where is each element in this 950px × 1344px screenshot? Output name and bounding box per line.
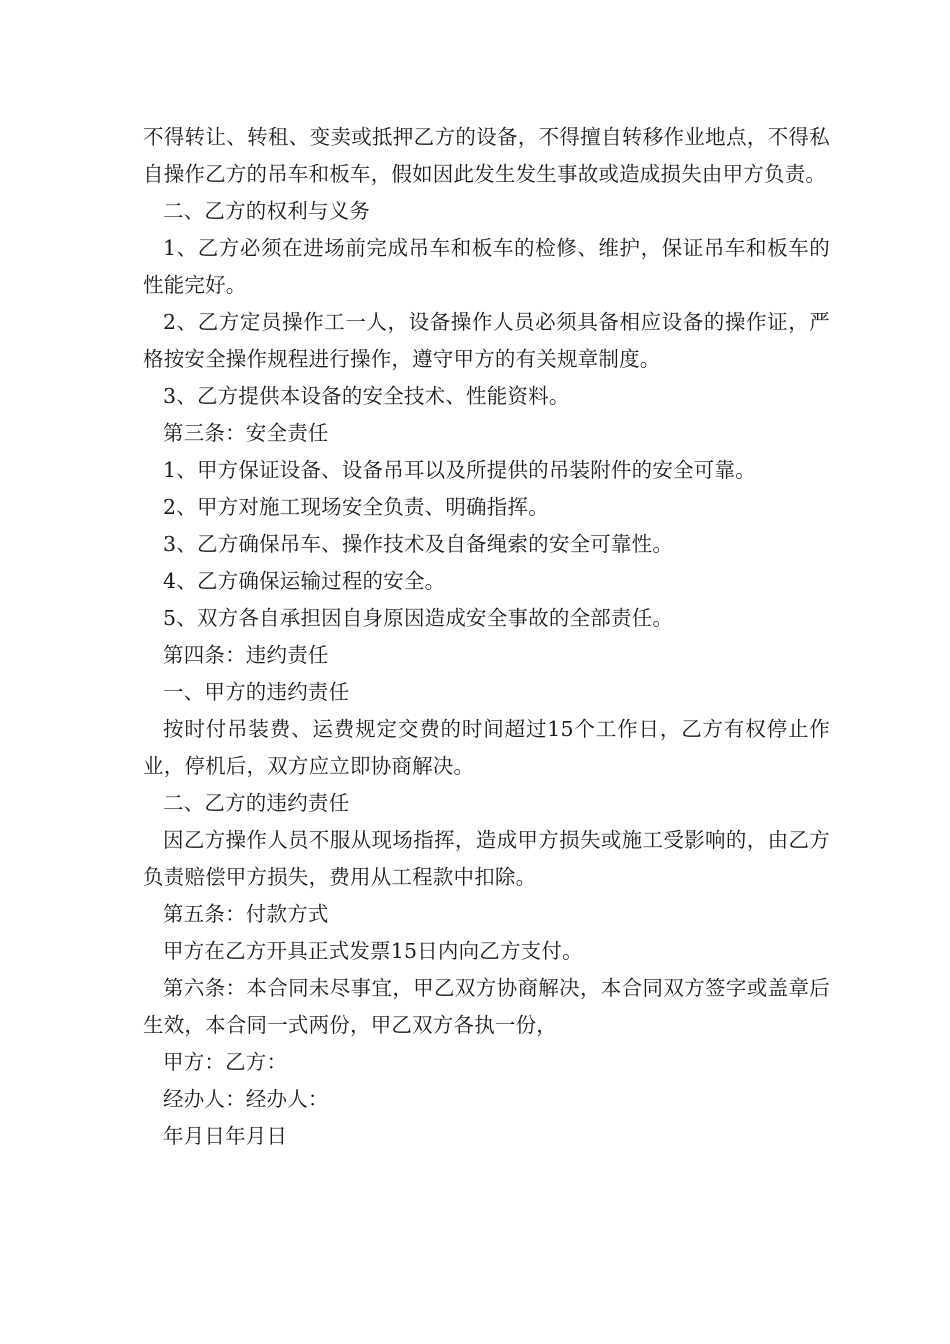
paragraph-party-b-breach: 因乙方操作人员不服从现场指挥，造成甲方损失或施工受影响的，由乙方负责赔偿甲方损失，费用从工程款中扣除。 <box>143 828 830 889</box>
heading-party-b-breach: 二、乙方的违约责任 <box>163 791 350 815</box>
heading-article-5: 第五条：付款方式 <box>163 902 329 926</box>
paragraph-safety-3: 3、乙方确保吊车、操作技术及自备绳索的安全可靠性。 <box>163 532 674 556</box>
paragraph-b-operator: 2、乙方定员操作工一人，设备操作人员必须具备相应设备的操作证，严格按安全操作规程进行操作，遵守甲方的有关规章制度。 <box>143 310 830 371</box>
paragraph-safety-4: 4、乙方确保运输过程的安全。 <box>163 569 446 593</box>
paragraph-safety-2: 2、甲方对施工现场安全负责、明确指挥。 <box>163 495 549 519</box>
heading-article-3: 第三条：安全责任 <box>163 421 329 445</box>
paragraph-safety-1: 1、甲方保证设备、设备吊耳以及所提供的吊装附件的安全可靠。 <box>163 458 756 482</box>
heading-article-4: 第四条：违约责任 <box>163 643 329 667</box>
paragraph-transfer-prohibition: 不得转让、转租、变卖或抵押乙方的设备，不得擅自转移作业地点，不得私自操作乙方的吊车和板车，假如因此发生发生事故或造成损失由甲方负责。 <box>143 125 830 186</box>
paragraph-safety-5: 5、双方各自承担因自身原因造成安全事故的全部责任。 <box>163 606 674 630</box>
heading-party-b-rights: 二、乙方的权利与义务 <box>163 199 370 223</box>
paragraph-party-a-breach: 按时付吊装费、运费规定交费的时间超过15个工作日，乙方有权停止作业，停机后，双方应立即协商解决。 <box>143 717 830 778</box>
heading-party-a-breach: 一、甲方的违约责任 <box>163 680 350 704</box>
paragraph-b-maintenance: 1、乙方必须在进场前完成吊车和板车的检修、维护，保证吊车和板车的性能完好。 <box>143 236 830 297</box>
signature-handlers: 经办人：经办人： <box>163 1087 329 1111</box>
signature-dates: 年月日年月日 <box>163 1124 288 1148</box>
paragraph-b-documents: 3、乙方提供本设备的安全技术、性能资料。 <box>163 384 570 408</box>
paragraph-article-6: 第六条：本合同未尽事宜，甲乙双方协商解决，本合同双方签字或盖章后生效，本合同一式两份，甲乙双方各执一份， <box>143 976 830 1037</box>
paragraph-payment: 甲方在乙方开具正式发票15日内向乙方支付。 <box>163 939 583 963</box>
signature-parties: 甲方：乙方： <box>163 1050 288 1074</box>
